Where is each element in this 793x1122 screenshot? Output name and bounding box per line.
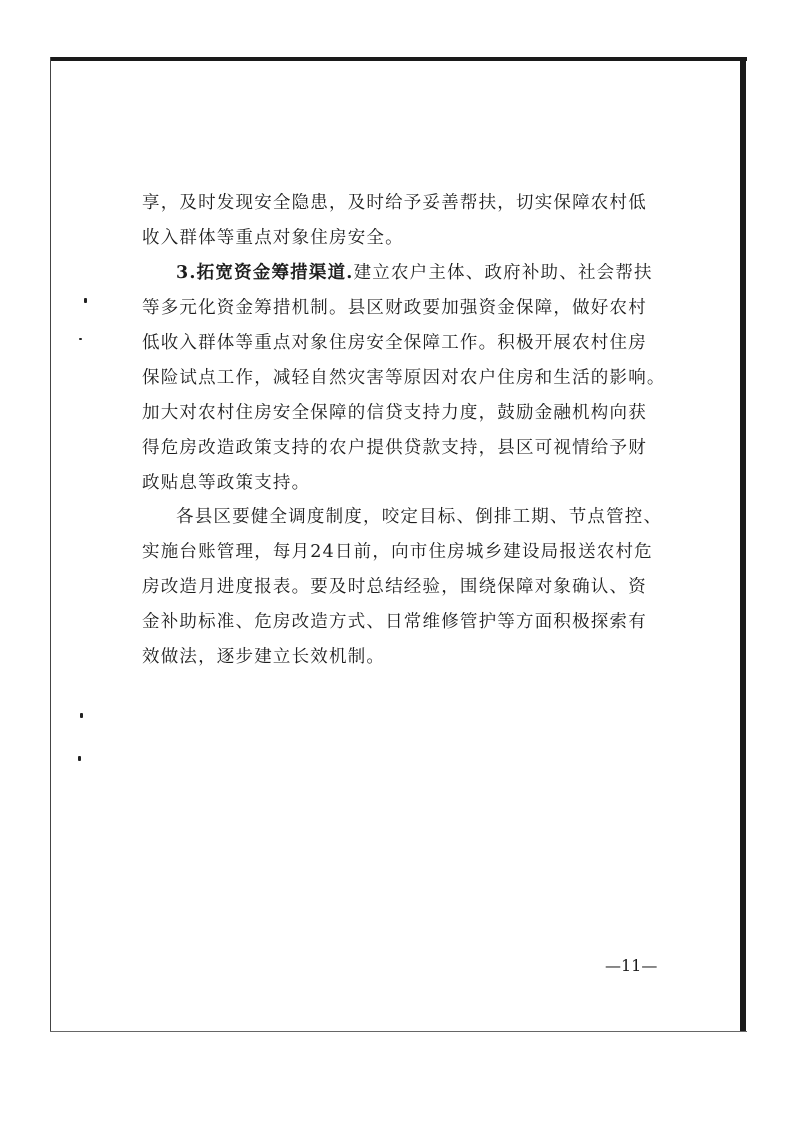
text-line: 得危房改造政策支持的农户提供贷款支持，县区可视情给予财 — [142, 438, 647, 458]
page-number: —11— — [605, 956, 658, 975]
text-line: 各县区要健全调度制度，咬定目标、倒排工期、节点管控、 — [176, 507, 663, 527]
scan-speck — [78, 756, 81, 761]
text-line: 房改造月进度报表。要及时总结经验，围绕保障对象确认、资 — [142, 577, 647, 597]
text-line: 加大对农村住房安全保障的信贷支持力度，鼓励金融机构向获 — [142, 403, 647, 423]
scan-speck — [84, 298, 87, 303]
text-line: 低收入群体等重点对象住房安全保障工作。积极开展农村住房 — [142, 333, 647, 353]
scan-edge-right — [740, 57, 746, 1032]
text-line: 保险试点工作，减轻自然灾害等原因对农户住房和生活的影响。 — [142, 368, 666, 388]
text-line: 收入群体等重点对象住房安全。 — [142, 228, 404, 248]
section-text: 建立农户主体、政府补助、社会帮扶 — [353, 263, 653, 283]
text-line: 等多元化资金筹措机制。县区财政要加强资金保障，做好农村 — [142, 298, 647, 318]
text-line: 金补助标准、危房改造方式、日常维修管护等方面积极探索有 — [142, 612, 647, 632]
section-line — [176, 260, 736, 286]
text-line: 实施台账管理，每月24日前，向市住房城乡建设局报送农村危 — [142, 542, 653, 562]
section-heading: 3.拓宽资金筹措渠道. — [176, 263, 354, 283]
scan-edge-bottom — [50, 1031, 747, 1032]
scan-speck — [80, 713, 83, 718]
text-line: 享，及时发现安全隐患，及时给予妥善帮扶，切实保障农村低 — [142, 193, 647, 213]
scan-speck — [79, 338, 82, 340]
document-page — [51, 61, 740, 1031]
text-line: 效做法，逐步建立长效机制。 — [142, 647, 386, 667]
text-line: 政贴息等政策支持。 — [142, 473, 311, 493]
